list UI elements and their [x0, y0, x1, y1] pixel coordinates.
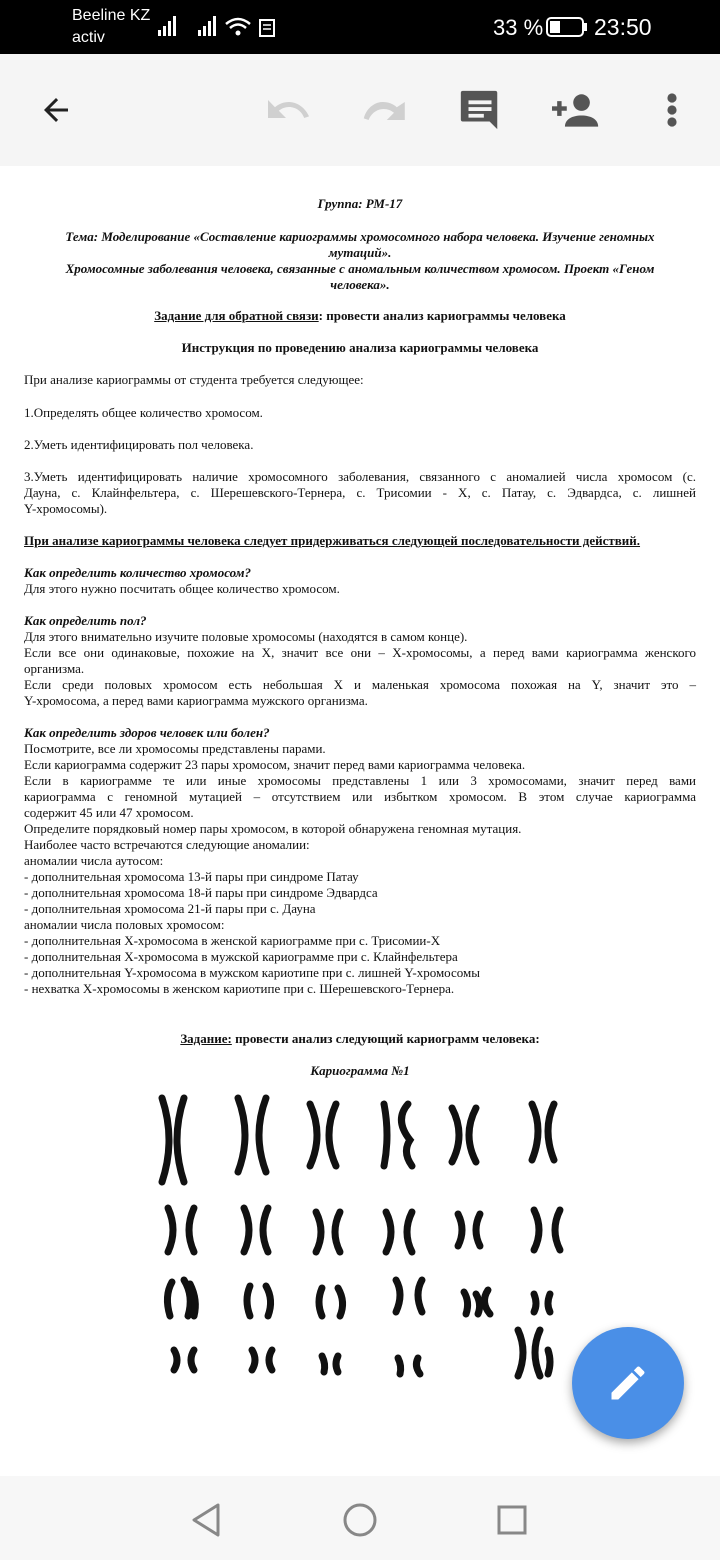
requirement-2: 2.Уметь идентифицировать пол человека. [24, 437, 254, 452]
karyogram-title: Кариограмма №1 [310, 1063, 410, 1078]
intro-text: При анализе кариограммы от студента требуется следующее: [24, 372, 364, 387]
back-button[interactable] [30, 84, 82, 136]
topic-line: человека». [330, 277, 390, 292]
answer-3: - дополнительная хромосома 13-й пары при синдроме Патау [24, 869, 359, 884]
comment-button[interactable] [454, 84, 506, 136]
task-line [24, 308, 696, 324]
person-add-icon [552, 90, 600, 130]
requirement-3: Y-хромосомы). [24, 501, 108, 516]
undo-icon [263, 90, 313, 130]
topic-line: Тема: Моделирование «Составление кариограммы хромосомного набора человека. Изучение геномных [65, 229, 655, 244]
group-heading: Группа: РМ-17 [317, 196, 403, 211]
answer-3: кариограмма с геномной мутацией – отсутствием или избытком хромосом. В этом случае кариограмма [24, 789, 696, 804]
edit-fab-button[interactable] [572, 1327, 684, 1439]
toolbar [0, 54, 720, 167]
triangle-back-icon [190, 1502, 222, 1538]
assignment-line [24, 1031, 696, 1047]
assignment-text: провести анализ следующий кариограмм человека: [231, 1031, 540, 1046]
answer-3: - нехватка Х-хромосомы в женском кариотипе при с. Шерешевского-Тернера. [24, 981, 455, 996]
pencil-edit-icon [606, 1361, 650, 1405]
answer-2: Для этого внимательно изучите половые хромосомы (находятся в самом конце). [24, 629, 468, 644]
answer-3: - дополнительная Х-хромосома в женской кариограмме при с. Трисомии-Х [24, 933, 441, 948]
circle-home-icon [342, 1502, 378, 1538]
answer-2: Если среди половых хромосом есть небольшая Х и маленькая хромосома похожая на Y, значит это – [24, 677, 696, 692]
answer-2: Y-хромосома, а перед вами кариограмма мужского организма. [24, 693, 368, 708]
question-1: Как определить количество хромосом? [24, 565, 252, 580]
answer-3: - дополнительная Х-хромосома в мужской кариограмме при с. Клайнфельтера [24, 949, 458, 964]
answer-3: Определите порядковый номер пары хромосом, в которой обнаружена геномная мутация. [24, 821, 522, 836]
more-vert-icon [666, 92, 678, 128]
answer-3: - дополнительная хромосома 21-й пары при с. Дауна [24, 901, 316, 916]
requirement-3: Дауна, с. Клайнфельтера, с. Шерешевского-Тернера, с. Трисомии - Х, с. Патау, с. Эдвардса, с. лишней [24, 485, 696, 500]
redo-button[interactable] [358, 84, 410, 136]
instruction-title: Инструкция по проведению анализа кариограммы человека [181, 340, 539, 355]
answer-3: Если в кариограмме те или иные хромосомы представлены 1 или 3 хромосомами, значит перед вами [24, 773, 696, 788]
more-options-button[interactable] [646, 84, 698, 136]
requirement-3: 3.Уметь идентифицировать наличие хромосомного заболевания, связанного с аномалией числа хромосом (с. [24, 469, 696, 484]
navigation-bar [0, 1476, 720, 1560]
task-text: : провести анализ кариограммы человека [318, 308, 566, 323]
assignment-label: Задание: [180, 1031, 232, 1046]
signal-wifi-icons [156, 12, 280, 40]
answer-1: Для этого нужно посчитать общее количество хромосом. [24, 581, 340, 596]
task-label: Задание для обратной связи [154, 308, 319, 323]
answer-3: аномалии числа половых хромосом: [24, 917, 225, 932]
add-person-button[interactable] [550, 84, 602, 136]
answer-3: содержит 45 или 47 хромосом. [24, 805, 194, 820]
battery-icon [546, 16, 588, 38]
nav-recents-button[interactable] [490, 1498, 534, 1542]
topic-line: мутаций». [328, 245, 392, 260]
square-recents-icon [496, 1504, 528, 1536]
answer-3: аномалии числа аутосом: [24, 853, 164, 868]
answer-2: Если все они одинаковые, похожие на Х, значит все они – Х-хромосомы, а перед вами кариограмма женского [24, 645, 696, 660]
comment-icon [457, 87, 503, 133]
carrier-name: Beeline KZ [72, 7, 151, 24]
clock: 23:50 [594, 14, 652, 40]
status-bar [0, 0, 720, 54]
answer-2: организма. [24, 661, 85, 676]
redo-icon [359, 90, 409, 130]
nav-home-button[interactable] [338, 1498, 382, 1542]
undo-button[interactable] [262, 84, 314, 136]
document-page[interactable] [0, 166, 720, 1476]
requirement-1: 1.Определять общее количество хромосом. [24, 405, 263, 420]
sequence-heading: При анализе кариограммы человека следует придерживаться следующей последовательности действий. [24, 533, 641, 548]
answer-3: Посмотрите, все ли хромосомы представлены парами. [24, 741, 326, 756]
answer-3: Если кариограмма содержит 23 пары хромосом, значит перед вами кариограмма человека. [24, 757, 526, 772]
carrier-subname: activ [72, 29, 105, 46]
answer-3: - дополнительная Y-хромосома в мужском кариотипе при с. лишней Y-хромосомы [24, 965, 480, 980]
question-2: Как определить пол? [24, 613, 147, 628]
karyogram-image [140, 1090, 580, 1380]
arrow-left-icon [38, 92, 74, 128]
answer-3: - дополнительная хромосома 18-й пары при синдроме Эдвардса [24, 885, 378, 900]
battery-percent: 33 % [493, 15, 544, 40]
topic-line: Хромосомные заболевания человека, связанные с аномальным количеством хромосом. Проект «Геном [65, 261, 655, 276]
question-3: Как определить здоров человек или болен? [24, 725, 270, 740]
nav-back-button[interactable] [184, 1498, 228, 1542]
answer-3: Наиболее часто встречаются следующие аномалии: [24, 837, 310, 852]
